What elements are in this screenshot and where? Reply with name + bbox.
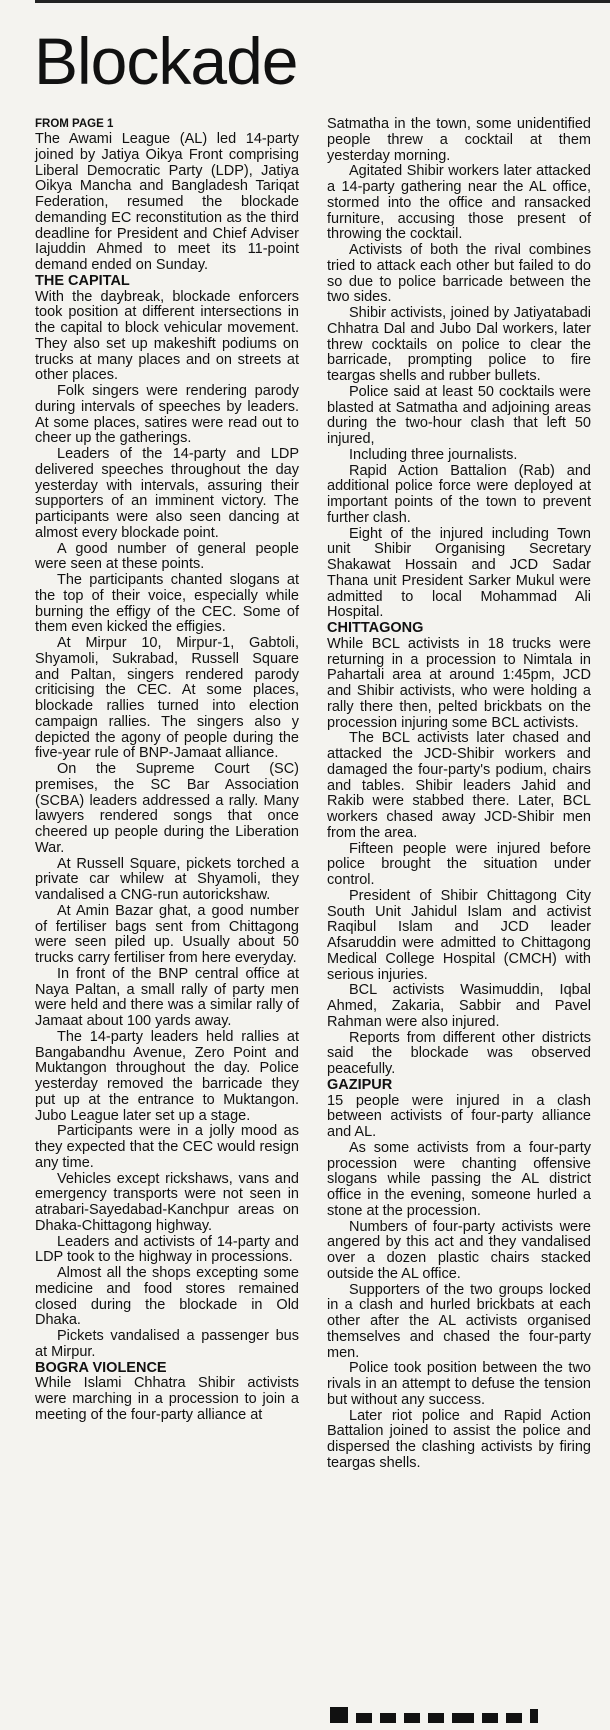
article-paragraph: At Mirpur 10, Mirpur-1, Gabtoli, Shyamoli, Sukrabad, Russell Square and Paltan, singers rendered parody criticising the CEC. At some places, blockade rallies turned into election campaign rallies. The singers also y depicted the agony of people during the five-year rule of BNP-Jamaat alliance. [35,635,299,762]
article-paragraph: As some activists from a four-party procession were chanting offensive slogans while passing the AL district office in the evening, someone hurled a stone at the procession. [327,1139,591,1219]
right-column [327,117,591,1472]
article-paragraph: President of Shibir Chittagong City South Unit Jahidul Islam and activist Raqibul Islam and JCD leader Afsaruddin were admitted to Chittagong Medical College Hospital (CMCH) with serious injuries. [327,887,591,983]
left-column-body [35,132,299,1424]
article-paragraph: Reports from different other districts said the blockade was observed peacefully. [327,1029,591,1077]
section-subhead: BOGRA VIOLENCE [35,1359,167,1376]
article-paragraph: BCL activists Wasimuddin, Iqbal Ahmed, Zakaria, Sabbir and Pavel Rahman were also injured. [327,982,591,1030]
section-subhead: CHITTAGONG [327,620,424,636]
article-paragraph: On the Supreme Court (SC) premises, the SC Bar Association (SCBA) leaders addressed a rally. Many lawyers rendered songs that once cheered up people during the Liberation War. [35,761,299,856]
article-paragraph: Numbers of four-party activists were angered by this act and they vandalised over a dozen plastic chairs stacked outside the AL office. [327,1218,591,1282]
article-paragraph: 15 people were injured in a clash between activists of four-party alliance and AL. [327,1092,591,1140]
article-paragraph: Activists of both the rival combines tried to attack each other but failed to do so due to police barricade between the two sides. [327,242,591,306]
article-paragraph: The participants chanted slogans at the top of their voice, especially while burning the effigy of the CEC. Some of them even kicked the effigies. [35,572,299,636]
article-paragraph: Including three journalists. [349,446,518,463]
article-paragraph: Participants were in a jolly mood as they expected that the CEC would resign any time. [35,1123,299,1171]
headline: Blockade [34,24,298,98]
section-subhead: GAZIPUR [327,1076,393,1093]
next-article-headline-fragment [330,1692,590,1730]
article-paragraph: At Amin Bazar ghat, a good number of fertiliser bags sent from Chittagong were seen piled up. Usually about 50 trucks carry fertiliser from here everyday. [35,902,299,966]
article-paragraph: Supporters of the two groups locked in a clash and hurled brickbats at each other after the AL activists organised themselves and chased the four-party men. [327,1281,591,1361]
article-paragraph: Eight of the injured including Town unit Shibir Organising Secretary Shakawat Hossain and JCD Sadar Thana unit President Sarker Mukul were admitted to local Mohammad Ali Hospital. [327,525,591,621]
left-column [35,117,299,1424]
article-paragraph: Rapid Action Battalion (Rab) and additional police force were deployed at important points of the town to prevent further clash. [327,462,591,526]
article-paragraph: A good number of general people were seen at these points. [35,540,299,573]
article-paragraph: The 14-party leaders held rallies at Bangabandhu Avenue, Zero Point and Muktangon throughout the day. Police yesterday removed the barricade they put up at the entrance to Muktangon. Jubo League later set up a stage. [35,1028,299,1124]
article-paragraph: Folk singers were rendering parody during intervals of speeches by leaders. At some places, satires were read out to cheer up the gatherings. [35,383,299,447]
article-paragraph: Leaders of the 14-party and LDP delivered speeches throughout the day yesterday with intervals, assuring their supporters of an imminent victory. The participants were also seen dancing at almost every blockade point. [35,446,299,541]
article-paragraph: Leaders and activists of 14-party and LDP took to the highway in processions. [35,1233,299,1266]
top-rule [35,0,610,3]
from-page-label: FROM PAGE 1 [35,118,114,130]
article-paragraph: The BCL activists later chased and attacked the JCD-Shibir workers and damaged the four-party's podium, chairs and tables. Shibir leaders Jahid and Rakib were stabbed there. Later, BCL workers chased away JCD-Shibir men from the area. [327,730,591,841]
article-paragraph: Police said at least 50 cocktails were blasted at Satmatha and adjoining areas during the two-hour clash that left 50 injured, [327,383,591,447]
article-paragraph: While BCL activists in 18 trucks were returning in a procession to Nimtala in Pahartali area at around 1:45pm, JCD and Shibir activists, who were holding a rally there then, pelted brickbats on the procession injuring some BCL activists. [327,635,591,731]
article-paragraph: The Awami League (AL) led 14-party joined by Jatiya Oikya Front comprising Liberal Democratic Party (LDP), Jatiya Oikya Mancha and Bangladesh Tariqat Federation, resumed the blockade demanding EC reconstitution as the third deadline for President and Chief Adviser Iajuddin Ahmed to meet its 11-point demand ended on Sunday. [35,131,299,273]
article-paragraph: In front of the BNP central office at Naya Paltan, a small rally of party men were held and there was a similar rally of Jamaat about 100 yards away. [35,965,299,1029]
cut-off-headline-glyphs [330,1699,590,1723]
article-paragraph: Satmatha in the town, some unidentified people threw a cocktail at them yesterday morning. [327,116,591,164]
article-paragraph: Agitated Shibir workers later attacked a 14-party gathering near the AL office, stormed into the office and ransacked furniture, accusing those present of throwing the cocktail. [327,163,591,243]
article-paragraph: Later riot police and Rapid Action Battalion joined to assist the police and dispersed the clashing activists by firing teargas shells. [327,1407,591,1471]
article-paragraph: Vehicles except rickshaws, vans and emergency transports were not seen in atrabari-Sayedabad-Kanchpur areas on Dhaka-Chittagong highway. [35,1170,299,1234]
article-paragraph: While Islami Chhatra Shibir activists were marching in a procession to join a meeting of the four-party alliance at [35,1375,299,1423]
article-paragraph: Fifteen people were injured before police brought the situation under control. [327,840,591,888]
article-paragraph: Almost all the shops excepting some medicine and food stores remained closed during the blockade in Old Dhaka. [35,1265,299,1329]
article-paragraph: With the daybreak, blockade enforcers took position at different intersections in the capital to block vehicular movement. They also set up makeshift podiums on trucks at many places and on streets at other places. [35,288,299,384]
article-paragraph: Pickets vandalised a passenger bus at Mirpur. [35,1328,299,1360]
article-paragraph: Police took position between the two rivals in an attempt to defuse the tension but without any success. [327,1360,591,1408]
article-paragraph: Shibir activists, joined by Jatiyatabadi Chhatra Dal and Jubo Dal workers, later threw cocktails on police to clear the barricade, prompting police to fire teargas shells and rubber bullets. [327,305,591,384]
section-subhead: THE CAPITAL [35,272,130,289]
article-paragraph: At Russell Square, pickets torched a private car whilew at Shyamoli, they vandalised a CNG-run autorickshaw. [35,855,299,903]
right-column-body [327,117,591,1472]
